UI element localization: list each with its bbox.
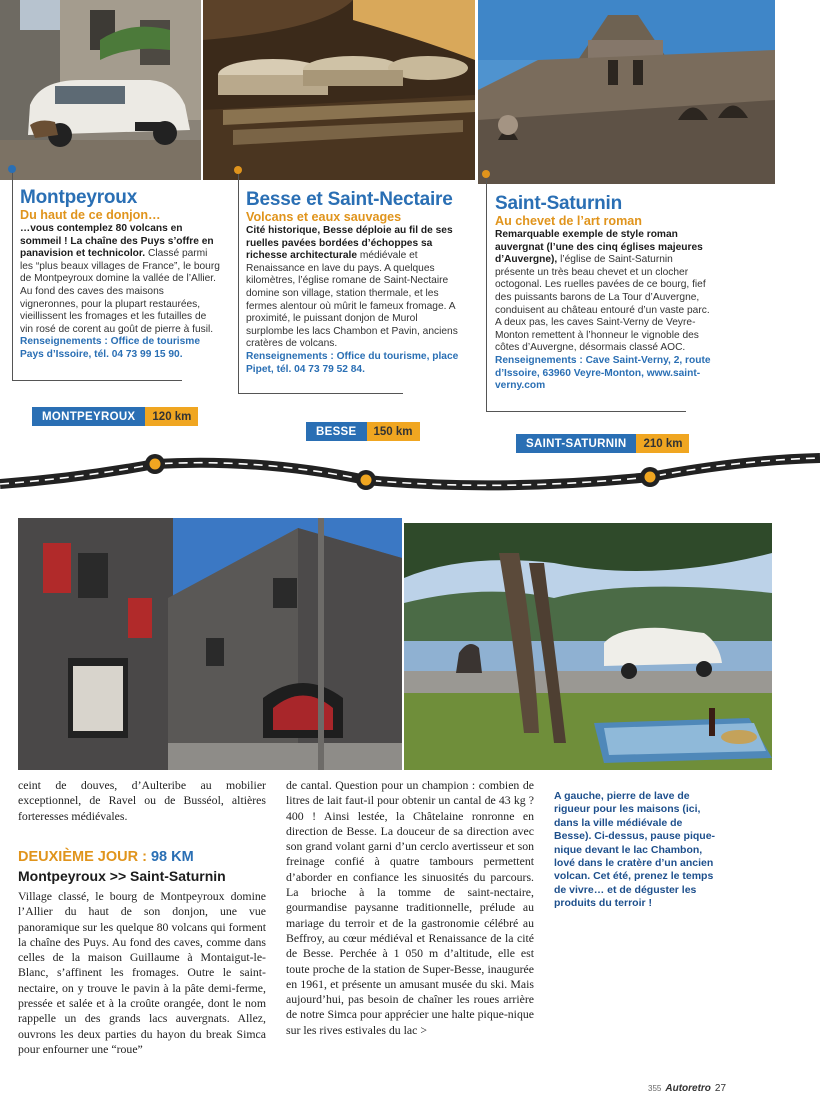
stop-body: médiévale et Renaissance en lave du pays. A quelques kilomètres, l’église romane de Saint-Nectaire domine son village, station thermale, et les fermes alentour où mûrit le fameux fromage. A proximité, le puissant donjon de Murol surplombe les lacs Chambon et Pavin, anciens cratères de volcans. — [246, 250, 458, 350]
stop-title: Saint-Saturnin — [495, 193, 623, 214]
stop-body: Classé parmi les “plus beaux villages de France”, le bourg de Montpeyroux domine la vallée de l’Allier. Au fond des caves des maisons vigneronnes, pour la plupart restaurées, vieillissent les fromages et les futailles de vin rosé de corent au goût de pierre à fusil. — [20, 248, 220, 335]
road-timeline — [0, 440, 820, 500]
article-column-1 — [18, 778, 266, 824]
magazine-name: Autoretro — [665, 1083, 711, 1094]
stop-body: l’église de Saint-Saturnin présente un très beau chevet et un clocher octogonal. Les ruelles pavées de ce bourg, fief des puissants barons de La Tour d’Auvergne, conduisent au château entouré d’un vaste parc. A deux pas, les caves Saint-Verny de Veyre-Monton remettent à l’honneur le vignoble des côtes d’Auvergne, désormais classé AOC. — [495, 254, 710, 354]
article-column-2 — [286, 778, 534, 1038]
stop-lead: Cité historique, Besse déploie au fil de ses ruelles pavées bordées d’échoppes sa richesse architecturale — [246, 225, 453, 262]
day-route: Montpeyroux >> Saint-Saturnin — [18, 868, 226, 884]
stop-lead: Remarquable exemple de style roman auvergnat (l’une des cinq églises majeures d’Auvergne), — [495, 229, 703, 266]
km-label: 150 km — [367, 422, 420, 441]
photo-lava-stone-houses — [18, 518, 402, 770]
day-km: 98 KM — [150, 849, 194, 865]
distance-label-saint-saturnin — [516, 434, 689, 453]
photo-car-village — [0, 0, 201, 180]
distance-label-besse — [306, 422, 420, 441]
city-label: SAINT-SATURNIN — [516, 434, 636, 453]
article-intro: ceint de douves, d’Aulteribe au mobilier exceptionnel, de Ravel ou de Busséol, altières forteresses médiévales. — [18, 778, 266, 823]
page-number: 27 — [714, 1083, 727, 1094]
stop-subtitle: Au chevet de l’art roman — [495, 214, 642, 228]
distance-label-montpeyroux — [32, 407, 198, 426]
stop-info: Renseignements : Office de tourisme Pays d’Issoire, tél. 04 73 99 15 90. — [20, 336, 201, 360]
stop-montpeyroux — [20, 188, 220, 362]
stop-saint-saturnin — [495, 194, 713, 393]
photo-picnic-lake — [404, 523, 772, 770]
page-folio — [648, 1083, 726, 1094]
day-heading — [18, 849, 268, 884]
day-label: DEUXIÈME JOUR : — [18, 849, 147, 865]
stop-subtitle: Volcans et eaux sauvages — [246, 210, 402, 224]
stop-lead: …vous contemplez 80 volcans en sommeil ! La chaîne des Puys s’offre en panavision et technicolor. — [20, 223, 214, 260]
stop-info: Renseignements : Cave Saint-Verny, 2, route d’Issoire, 63960 Veyre-Monton, www.saint-verny.com — [495, 354, 711, 392]
city-label: MONTPEYROUX — [32, 407, 145, 426]
article-column-1-body — [18, 889, 266, 1057]
stop-title: Montpeyroux — [20, 187, 138, 208]
article-paragraph: de cantal. Question pour un champion : combien de litres de lait faut-il pour obtenir un cantal de 43 kg ? 400 ! Ainsi lestée, la Châtelaine ronronne en direction de Besse. La douceur de sa direction avec son grand volant garni d’un cerclo avertisseur et son freinage confié à quatre tambours permettent d’aborder en confiance les sinuosités du parcours. La brioche à la tomme de saint-nectaire, gourmandise paysanne traditionnelle, prélude au mariage du terroir et de la gastronomie célébré au Beffroy, au cœur médiéval et Renaissance de la cité de Besse. Perchée à 1 050 m d’altitude, elle est toute proche de la station de Super-Besse, inaugurée en 1961, et présente un amusant musée du ski. Mais aujourd’hui, pas besoin de chaîner les roues arrière de notre Simca pour apprécier une halte pique-nique sur les rives estivales du lac > — [286, 778, 534, 1037]
stop-subtitle: Du haut de ce donjon… — [20, 208, 161, 222]
photo-cheese-cellar — [203, 0, 475, 180]
stop-title: Besse et Saint-Nectaire — [246, 189, 453, 210]
city-label: BESSE — [306, 422, 367, 441]
km-label: 210 km — [636, 434, 689, 453]
photo-romanesque-church — [478, 0, 775, 184]
issue-number: 355 — [648, 1084, 662, 1093]
stop-info: Renseignements : Office du tourisme, place Pipet, tél. 04 73 79 52 84. — [246, 350, 459, 375]
article-paragraph: Village classé, le bourg de Montpeyroux domine l’Allier du haut de son donjon, une vue panoramique sur les quelque 80 volcans qui forment la chaîne des Puys. Au fond des caves, comme dans celles de la maison Guillaume à Montaigut-le-Blanc, s’affinent les fromages. Outre le saint-nectaire, on y trouve le pavin à la pâte demi-ferme, pressée et salée et à la croûte orangée, dont le nom rappelle un des grands lacs auvergnats. Allez, ouvrons les deux parties du hayon du break Simca pour enfourner une “roue” — [18, 889, 266, 1056]
km-label: 120 km — [145, 407, 198, 426]
photo-caption: A gauche, pierre de lave de rigueur pour les maisons (ici, dans la ville médiévale de Besse). Ci-dessus, pause pique-nique devant le lac Chambon, lové dans le cratère d’un ancien volcan. Cet été, prenez le temps de vivre… et de déguster les produits du terroir ! — [554, 790, 716, 910]
stop-besse — [246, 190, 464, 376]
